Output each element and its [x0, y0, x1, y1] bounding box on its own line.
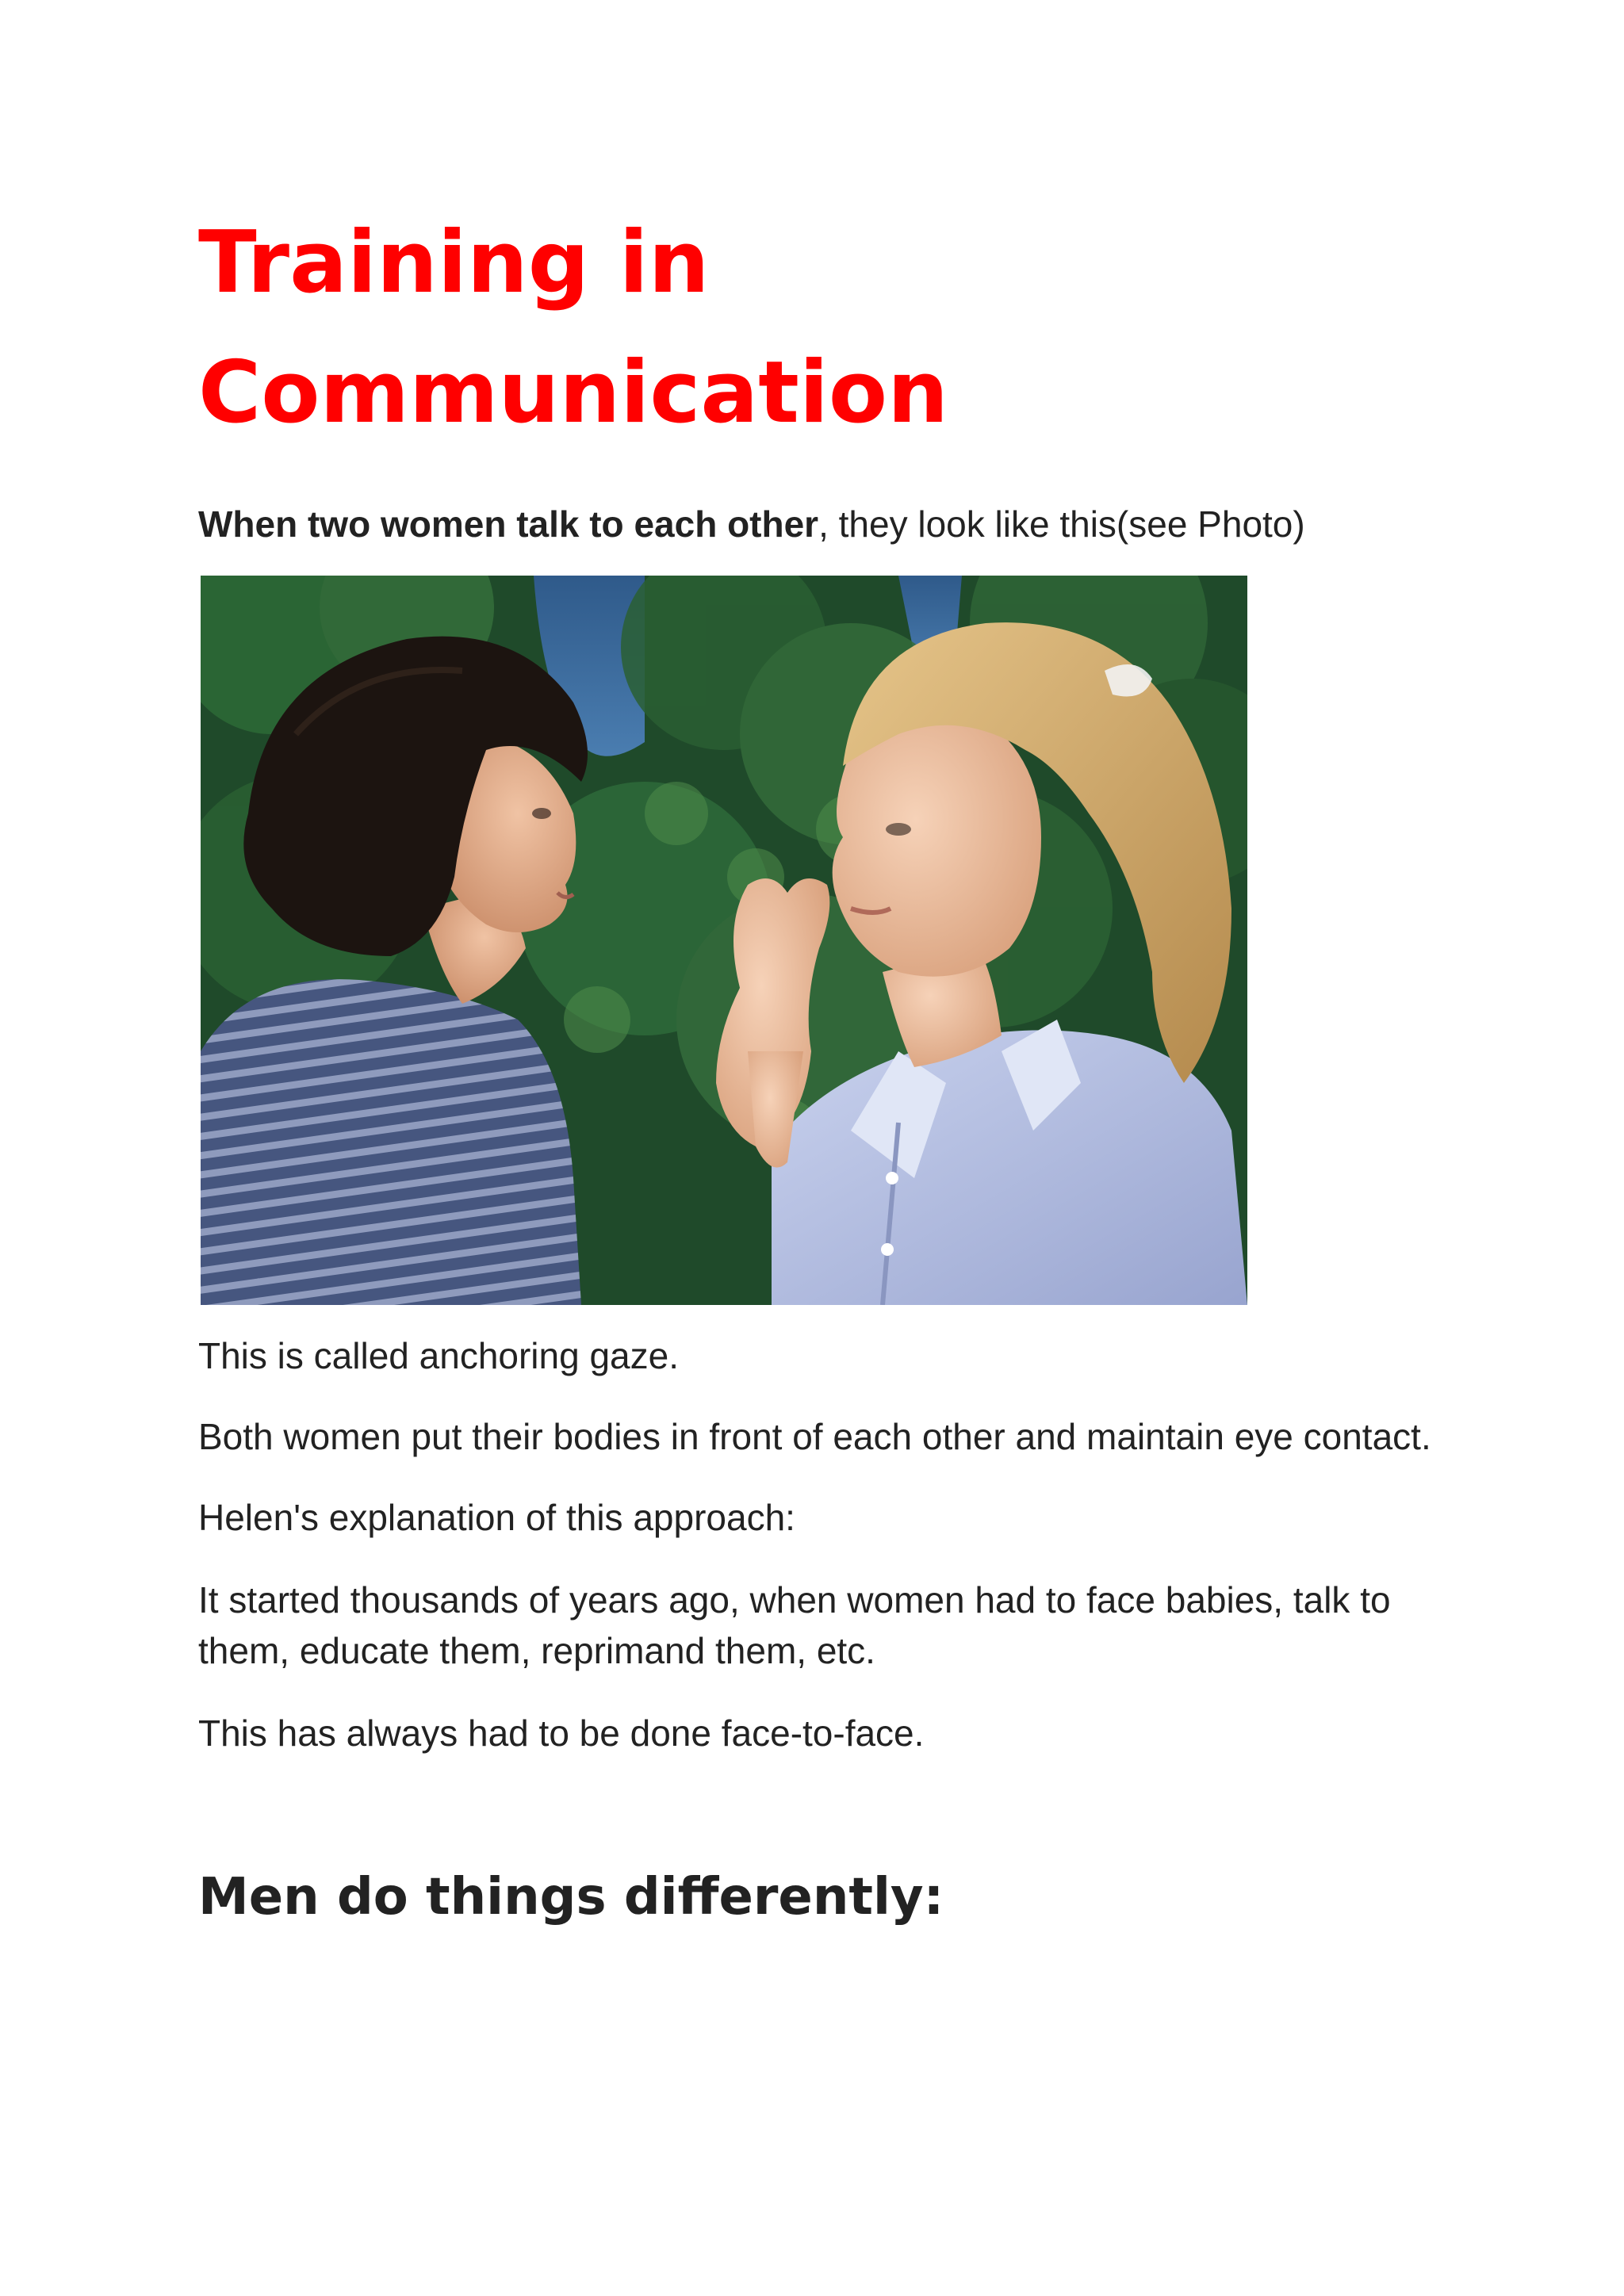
paragraph-4: It started thousands of years ago, when women had to face babies, talk to them, educate them, reprimand them, etc. [198, 1579, 1391, 1671]
lead-paragraph [198, 498, 1435, 550]
photo-two-women-talking [201, 576, 1247, 1305]
paragraph-5: This has always had to be done face-to-face. [198, 1712, 925, 1754]
paragraph-1: This is called anchoring gaze. [198, 1335, 679, 1376]
lead-bold-text: When two women talk to each other [198, 503, 819, 545]
section-heading-bold: Men do things differently [198, 1868, 924, 1927]
section-heading [198, 1862, 1435, 1933]
document-body [198, 198, 1435, 1933]
lead-rest-text: , they look like this(see Photo) [818, 503, 1305, 545]
paragraph-3: Helen's explanation of this approach: [198, 1497, 795, 1538]
page-title: Training in Communication [198, 213, 948, 442]
paragraph-2: Both women put their bodies in front of each other and maintain eye contact. [198, 1416, 1431, 1457]
section-heading-rest: : [923, 1868, 944, 1927]
